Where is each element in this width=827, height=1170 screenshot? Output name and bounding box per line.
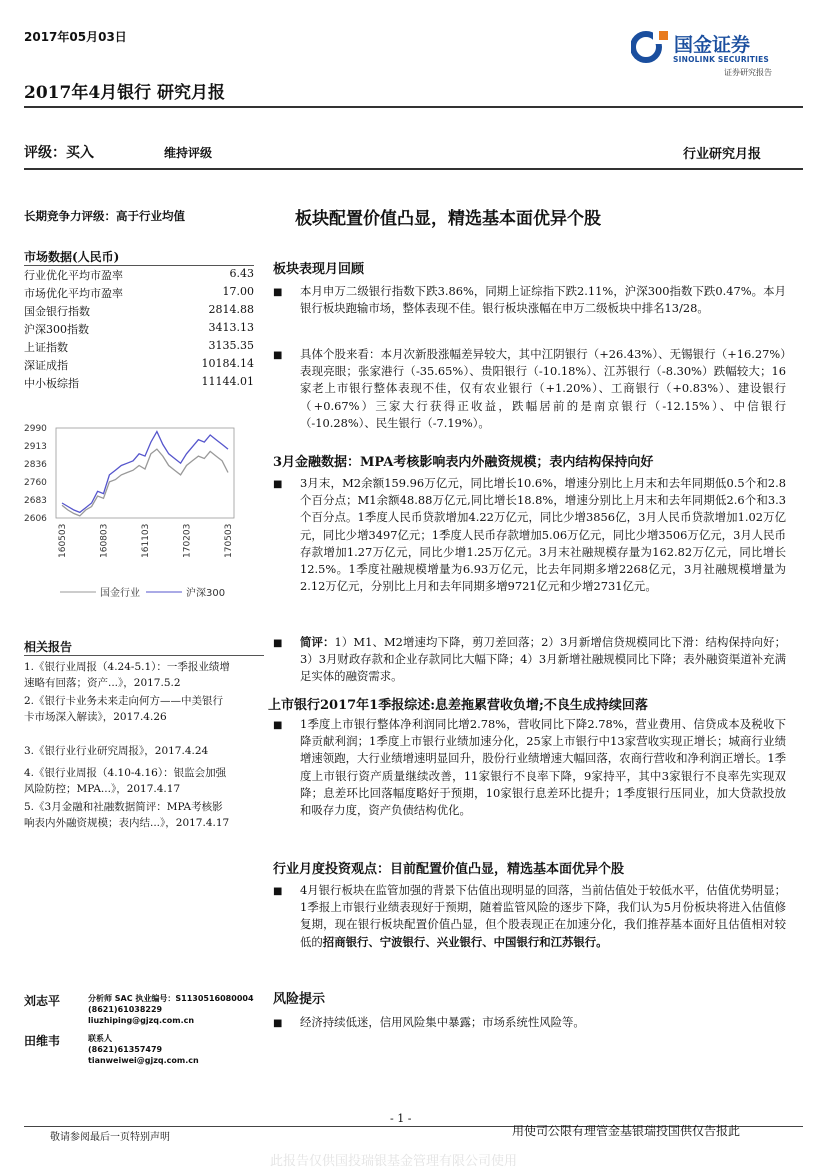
analyst-contact: 分析师 SAC 执业编号：S1130516080004 (8621)61038229 liuzhiping@gjzq.com.cn: [88, 994, 254, 1025]
paragraph: 3月末，M2余额159.96万亿元，同比增长10.6%，增速分别比上月末和去年同期低0.5个和2.8个百分点；M1余额48.88万亿元,同比增长18.8%，增速分别比上月末和去年同期低2.6个和3.3个百分点。1季度人民币贷款增加4.22万亿元，同比少增3856亿，3月人民币贷款增加1.02万亿元，同比少增3497亿元；1季度人民币存款增加5.06万亿元，同比少增3506万亿元，3月人民币存款增加1.27万亿元，同比少增1.25万亿元。3月末社融规模存量为162.82万亿元，同比增长12.5%。1季度社融规模增量为6.93万亿元，比去年同期多增2268亿元，3月社融规模增量为2.12万亿元，分别比上月和去年同期多增9721亿元和少增2731亿元。: [300, 476, 786, 594]
bullet-icon: ■: [273, 479, 283, 490]
report-date: 2017年05月03日: [24, 30, 127, 44]
related-report-item[interactable]: 5.《3月金融和社融数据简评：MPA考核影 响表内外融资规模；表内结...》，2017.4.17: [24, 801, 230, 829]
section-title: 板块表现月回顾: [273, 262, 365, 277]
related-report-item[interactable]: 2.《银行卡业务未来走向何方——中美银行 卡市场深入解读》，2017.4.26: [24, 695, 224, 723]
market-row: 国金银行指数 2814.88: [24, 303, 254, 318]
rating-action: 维持评级: [164, 146, 213, 160]
chart-frame: [56, 428, 234, 518]
y-tick-label: 2913: [24, 442, 47, 453]
series-line-hs300: [62, 432, 228, 513]
x-tick-label: 160803: [99, 523, 110, 558]
related-report-item[interactable]: 3.《银行业行业研究周报》，2017.4.24: [24, 745, 209, 757]
legend-hs300: 沪深300: [186, 588, 226, 599]
footer-reversed-notice: 用使司公限有理管金基银瑞投国供仅告报此: [512, 1124, 741, 1138]
brand-subtitle: 证券研究报告: [724, 68, 772, 77]
bullet-icon: ■: [273, 350, 283, 361]
market-row: 上证指数 3135.35: [24, 339, 254, 354]
brand-logo-icon: [631, 30, 671, 64]
paragraph: 简评：1）M1、M2增速均下降，剪刀差回落；2）3月新增信贷规模同比下滑：结构保持向好；3）3月财政存款和企业存款同比大幅下降；4）3月新增社融规模同比下降；表外融资渠道补充满足实体的融资需求。: [300, 635, 786, 684]
section-title: 行业月度投资观点：目前配置价值凸显，精选基本面优异个股: [273, 862, 625, 877]
related-report-item[interactable]: 4.《银行业周报（4.10-4.16）：银监会加强 风险防控；MPA...》，2017.4.17: [24, 767, 227, 795]
report-type: 行业研究月报: [683, 147, 762, 162]
market-row: 深证成指 10184.14: [24, 357, 254, 372]
y-tick-label: 2760: [24, 477, 47, 488]
y-tick-label: 2836: [24, 460, 47, 471]
bullet-icon: ■: [273, 1018, 283, 1029]
headline: 板块配置价值凸显，精选基本面优异个股: [295, 209, 601, 229]
watermark: 此报告仅供国投瑞银基金管理有限公司使用: [270, 1154, 518, 1169]
paragraph: 经济持续低迷，信用风险集中暴露；市场系统性风险等。: [300, 1015, 585, 1029]
footer-disclaimer: 敬请参阅最后一页特别声明: [50, 1132, 170, 1143]
competitiveness-rating: 长期竞争力评级：高于行业均值: [24, 209, 185, 223]
page-number: - 1 -: [390, 1112, 412, 1125]
rating-rule: [24, 168, 803, 170]
analyst-name: 田维韦: [24, 1034, 61, 1048]
market-row: 中小板综指 11144.01: [24, 375, 254, 390]
market-row: 市场优化平均市盈率 17.00: [24, 285, 254, 300]
market-data-title: 市场数据(人民币): [24, 250, 120, 264]
x-tick-label: 170503: [224, 523, 234, 558]
series-line-industry: [62, 449, 228, 516]
x-tick-label: 170203: [182, 523, 193, 558]
bullet-icon: ■: [273, 720, 283, 731]
brand-name: 国金证券: [674, 34, 751, 56]
paragraph: 1季度上市银行整体净利润同比增2.78%，营收同比下降2.78%，营业费用、信贷成本及税收下降贡献利润；1季度上市银行业绩加速分化，25家上市银行中13家营收实现正增长；城商行业绩增速领跑，大行业绩增速明显回升，股份行业绩增速大幅回落，农商行营收和净利润正增长。1季度上市银行资产质量继续改善，11家银行不良率下降，9家持平，其中3家银行不良率先实现双降；息差环比回落幅度略好于预期，10家银行息差环比提升；1季度银行压同业，加大贷款投放和吸存力度，资产负债结构优化。: [300, 717, 786, 818]
header-rule: [24, 106, 803, 108]
paragraph: 具体个股来看：本月次新股涨幅差异较大，其中江阴银行（+26.43%）、无锡银行（+16.27%）表现亮眼；张家港行（-35.65%）、贵阳银行（-10.18%）、江苏银行（-8.30%）跌幅较大；16家老上市银行整体表现不佳，仅有农业银行（+1.20%）、工商银行（+0.83%）、建设银行（+0.67%）三家大行获得正收益，跌幅居前的是南京银行（-12.15%）、中信银行（-10.28%）、民生银行（-7.19%）。: [300, 347, 786, 430]
y-tick-label: 2683: [24, 495, 47, 506]
section-title: 风险提示: [273, 992, 326, 1007]
x-tick-label: 160503: [58, 523, 68, 558]
bullet-icon: ■: [273, 886, 283, 897]
paragraph: 4月银行板块在监管加强的背景下估值出现明显的回落，当前估值处于较低水平，估值优势明显；1季报上市银行业绩表现好于预期，随着监管风险的逐步下降，我们认为5月份板块将进入估值修复期，现在银行板块配置价值凸显，但个股表现正在加速分化，我们推荐基本面好且估值相对较低的招商银行、宁波银行、兴业银行、中国银行和江苏银行。: [300, 883, 786, 949]
bullet-icon: ■: [273, 287, 283, 298]
related-report-item[interactable]: 1.《银行业周报（4.24-5.1）：一季报业绩增 速略有回落；资产...》，2017.5.2: [24, 661, 230, 689]
related-reports-title: 相关报告: [24, 640, 73, 654]
y-tick-label: 2606: [24, 514, 47, 524]
y-tick-label: 2990: [24, 424, 47, 434]
market-row: 沪深300指数 3413.13: [24, 321, 254, 336]
analyst-name: 刘志平: [24, 994, 61, 1008]
brand-english: SINOLINK SECURITIES: [673, 55, 770, 64]
x-tick-label: 161103: [141, 523, 151, 558]
rating: 评级：买入: [24, 145, 94, 161]
section-title: 3月金融数据：MPA考核影响表内外融资规模；表内结构保持向好: [273, 455, 654, 470]
paragraph: 本月申万二级银行指数下跌3.86%，同期上证综指下跌2.11%，沪深300指数下跌0.47%。本月银行板块跑输市场，整体表现不佳。银行板块涨幅在申万二级板块中排名13/28。: [300, 284, 786, 316]
bullet-icon: ■: [273, 638, 283, 649]
section-title: 上市银行2017年1季报综述:息差拖累营收负增;不良生成持续回落: [268, 698, 648, 713]
legend-industry: 国金行业: [100, 588, 140, 599]
market-row: 行业优化平均市盈率 6.43: [24, 267, 254, 282]
index-comparison-chart: [20, 408, 260, 608]
report-title: 2017年4月银行 研究月报: [24, 83, 226, 103]
analyst-contact: 联系人 (8621)61357479 tianweiwei@gjzq.com.cn: [88, 1034, 199, 1065]
